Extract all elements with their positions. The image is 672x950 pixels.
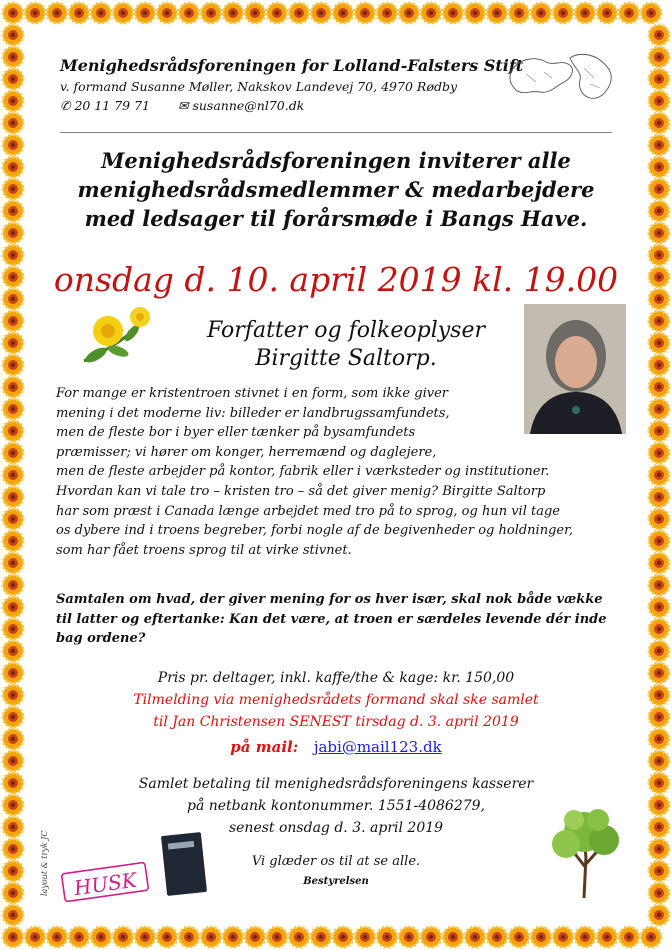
sunflower-icon (289, 927, 309, 947)
sunflower-icon (3, 201, 23, 221)
price-info: Pris pr. deltager, inkl. kaffe/the & kage: kr. 150,00 (157, 670, 515, 686)
description-line: mening i det moderne liv: billeder er landbrugssamfundets, (56, 405, 450, 421)
sunflower-icon (333, 3, 353, 23)
sunflower-icon (3, 597, 23, 617)
sunflower-icon (649, 883, 669, 903)
sunflower-icon (649, 47, 669, 67)
sunflower-icon (649, 553, 669, 573)
sunflower-icon (619, 927, 639, 947)
sunflower-icon (649, 839, 669, 859)
sunflower-icon (3, 751, 23, 771)
registration-mail (46, 738, 626, 756)
sunflower-icon (509, 3, 529, 23)
sunflower-icon (3, 333, 23, 353)
sunflower-icon (69, 927, 89, 947)
sunflower-icon (311, 927, 331, 947)
sunflower-icon (157, 927, 177, 947)
invitation-line: Menighedsrådsforeningen inviterer alle (101, 148, 571, 173)
sunflower-icon (245, 927, 265, 947)
sunflower-icon (597, 3, 617, 23)
sunflower-icon (649, 795, 669, 815)
sunflower-icon (553, 3, 573, 23)
sunflower-icon (649, 729, 669, 749)
sunflower-icon (649, 773, 669, 793)
sunflower-icon (3, 399, 23, 419)
sunflower-icon (267, 3, 287, 23)
sunflower-icon (531, 927, 551, 947)
sunflower-icon (3, 245, 23, 265)
sunflower-icon (3, 113, 23, 133)
event-date: onsdag d. 10. april 2019 kl. 19.00 (53, 260, 619, 299)
sunflower-icon (575, 3, 595, 23)
sunflower-icon (421, 927, 441, 947)
sunflower-icon (421, 3, 441, 23)
description-line: men de fleste bor i byer eller tænker på bysamfundets (56, 425, 416, 441)
description-line: Hvordan kan vi tale tro – kristen tro – så det giver menig? Birgitte Saltorp (56, 483, 546, 499)
mail-label: på mail: (230, 738, 299, 756)
sunflower-icon (641, 927, 661, 947)
sunflower-icon (649, 223, 669, 243)
sunflower-icon (3, 927, 23, 947)
sunflower-icon (3, 157, 23, 177)
description-line: For mange er kristentroen stivnet i en form, som ikke giver (56, 386, 448, 401)
sunflower-icon (649, 355, 669, 375)
organization-name: Menighedsrådsforeningen for Lolland-Falsters Stift (60, 56, 524, 75)
sunflower-icon (3, 773, 23, 793)
contact-line (60, 98, 304, 113)
sunflower-icon (649, 201, 669, 221)
sunflower-icon (399, 3, 419, 23)
sunflower-icon (267, 927, 287, 947)
sunflower-icon (443, 3, 463, 23)
sunflower-icon (157, 3, 177, 23)
sunflower-icon (641, 3, 661, 23)
sunflower-icon (3, 465, 23, 485)
sunflower-icon (649, 531, 669, 551)
header-divider (60, 132, 612, 133)
sunflower-icon (649, 905, 669, 925)
sunflower-icon (465, 927, 485, 947)
sunflower-icon (223, 3, 243, 23)
sunflower-icon (619, 3, 639, 23)
sunflower-icon (3, 487, 23, 507)
sunflower-icon (3, 355, 23, 375)
sunflower-icon (649, 421, 669, 441)
sunflower-icon (465, 3, 485, 23)
invitation-line: menighedsrådsmedlemmer & medarbejdere (77, 177, 595, 202)
sunflower-icon (399, 927, 419, 947)
sunflower-icon (649, 135, 669, 155)
sunflower-icon (3, 707, 23, 727)
sunflower-icon (649, 641, 669, 661)
sunflower-icon (649, 267, 669, 287)
sunflower-icon (179, 3, 199, 23)
sunflower-icon (531, 3, 551, 23)
sunflower-icon (649, 487, 669, 507)
description-line: men de fleste arbejder på kontor, fabrik eller i værksteder og institutioner. (56, 464, 550, 480)
sunflower-icon (91, 3, 111, 23)
sunflower-icon (3, 311, 23, 331)
sunflower-icon (201, 927, 221, 947)
sunflower-icon (3, 619, 23, 639)
sunflower-icon (113, 927, 133, 947)
sunflower-icon (3, 25, 23, 45)
sunflower-icon (3, 3, 23, 23)
sunflower-icon (487, 3, 507, 23)
sunflower-icon (649, 311, 669, 331)
sunflower-icon (649, 333, 669, 353)
sunflower-icon (3, 509, 23, 529)
sunflower-icon (289, 3, 309, 23)
sunflower-icon (649, 817, 669, 837)
sunflower-icon (649, 157, 669, 177)
sunflower-icon (135, 3, 155, 23)
sunflower-icon (649, 509, 669, 529)
diocese-map-icon (506, 48, 618, 114)
sunflower-icon (649, 619, 669, 639)
sunflower-icon (3, 861, 23, 881)
sunflower-icon (47, 927, 67, 947)
sunflower-icon (201, 3, 221, 23)
tree-image (544, 806, 626, 900)
sunflower-icon (649, 91, 669, 111)
sunflower-icon (135, 927, 155, 947)
sunflower-icon (3, 223, 23, 243)
svg-text:HUSK: HUSK (72, 867, 139, 901)
payment-line: på netbank kontonummer. 1551-4086279, (186, 798, 485, 814)
sunflower-icon (333, 927, 353, 947)
conversation-line: bag ordene? (56, 631, 146, 647)
sunflower-icon (113, 3, 133, 23)
sunflower-icon (649, 465, 669, 485)
husk-stamp (60, 862, 150, 902)
sunflower-icon (649, 685, 669, 705)
sunflower-icon (649, 861, 669, 881)
layout-credit: layout & tryk JC (40, 830, 49, 896)
sunflower-icon (3, 553, 23, 573)
sunflower-icon (649, 663, 669, 683)
sunflower-icon (649, 179, 669, 199)
description-line: som har fået troens sprog til at virke stivnet. (56, 542, 352, 558)
conversation-line: Samtalen om hvad, der giver mening for os hver især, skal nok både vække (56, 592, 603, 607)
registration-line: til Jan Christensen SENEST tirsdag d. 3. april 2019 (153, 714, 519, 730)
sunflower-icon (245, 3, 265, 23)
invitation-line: med ledsager til forårsmøde i Bangs Have. (84, 206, 588, 231)
description-line: har som præst i Canada længe arbejdet med tro på to sprog, og hun vil tage (56, 503, 560, 519)
sunflower-icon (3, 267, 23, 287)
sunflower-icon (649, 751, 669, 771)
event-description (56, 384, 626, 560)
sunflower-icon (3, 817, 23, 837)
sunflower-icon (377, 927, 397, 947)
sunflower-icon (649, 113, 669, 133)
sunflower-icon (649, 25, 669, 45)
sunflower-icon (649, 69, 669, 89)
description-line: os dybere ind i troens begreber, forbi nogle af de begivenheder og holdninger, (56, 523, 574, 539)
sunflower-icon (3, 289, 23, 309)
sunflower-icon (3, 377, 23, 397)
email-icon: ✉ (177, 98, 189, 113)
sunflower-icon (649, 707, 669, 727)
speaker-name: Birgitte Saltorp. (255, 346, 437, 371)
sunflower-icon (3, 421, 23, 441)
sunflower-icon (3, 685, 23, 705)
sunflower-icon (377, 3, 397, 23)
sunflower-icon (69, 3, 89, 23)
email-address: susanne@nl70.dk (192, 98, 305, 113)
sunflower-icon (553, 927, 573, 947)
sunflower-icon (649, 575, 669, 595)
sunflower-icon (575, 927, 595, 947)
hymn-book-image (160, 832, 208, 896)
sunflower-icon (3, 839, 23, 859)
conversation-line: til latter og eftertanke: Kan det være, at troen er særdeles levende dér inde (56, 611, 607, 627)
sunflower-icon (355, 3, 375, 23)
invitation-text (46, 146, 626, 233)
sunflower-icon (3, 179, 23, 199)
payment-line: Samlet betaling til menighedsrådsforeningens kasserer (138, 776, 534, 792)
sunflower-icon (3, 641, 23, 661)
signature: Bestyrelsen (303, 876, 369, 887)
phone-number: 20 11 79 71 (74, 98, 151, 113)
sunflower-icon (25, 927, 45, 947)
sunflower-icon (3, 883, 23, 903)
sunflower-icon (649, 289, 669, 309)
sunflower-icon (179, 927, 199, 947)
sunflower-icon (91, 927, 111, 947)
sunflower-icon (649, 399, 669, 419)
sunflower-icon (487, 927, 507, 947)
sunflower-icon (3, 443, 23, 463)
registration-email-link[interactable]: jabi@mail123.dk (313, 738, 442, 756)
sunflower-icon (649, 377, 669, 397)
sunflower-icon (597, 927, 617, 947)
conversation-text (56, 590, 626, 649)
sunflower-icon (3, 795, 23, 815)
sunflower-icon (25, 3, 45, 23)
sunflower-icon (649, 443, 669, 463)
speaker-title: Forfatter og folkeoplyser (206, 318, 485, 343)
chair-address: v. formand Susanne Møller, Nakskov Landevej 70, 4970 Rødby (60, 79, 458, 94)
payment-line: senest onsdag d. 3. april 2019 (228, 820, 444, 836)
sunflower-icon (3, 135, 23, 155)
sunflower-icon (355, 927, 375, 947)
sunflower-icon (509, 927, 529, 947)
sunflower-icon (223, 927, 243, 947)
sunflower-icon (443, 927, 463, 947)
sunflower-icon (3, 531, 23, 551)
sunflower-icon (3, 91, 23, 111)
sunflower-icon (649, 245, 669, 265)
sunflower-icon (3, 47, 23, 67)
sunflower-icon (3, 905, 23, 925)
sunflower-icon (47, 3, 67, 23)
sunflower-icon (3, 663, 23, 683)
flyer-content (40, 46, 626, 910)
sunflower-icon (3, 729, 23, 749)
registration-line: Tilmelding via menighedsrådets formand skal ske samlet (133, 692, 539, 708)
sunflower-icon (3, 69, 23, 89)
sunflower-icon (311, 3, 331, 23)
description-line: præmisser; vi hører om konger, herremænd og daglejere, (56, 444, 437, 460)
sunflower-icon (649, 597, 669, 617)
sunflower-icon (3, 575, 23, 595)
closing-greeting: Vi glæder os til at se alle. (251, 854, 421, 869)
phone-icon: ✆ (60, 98, 71, 113)
